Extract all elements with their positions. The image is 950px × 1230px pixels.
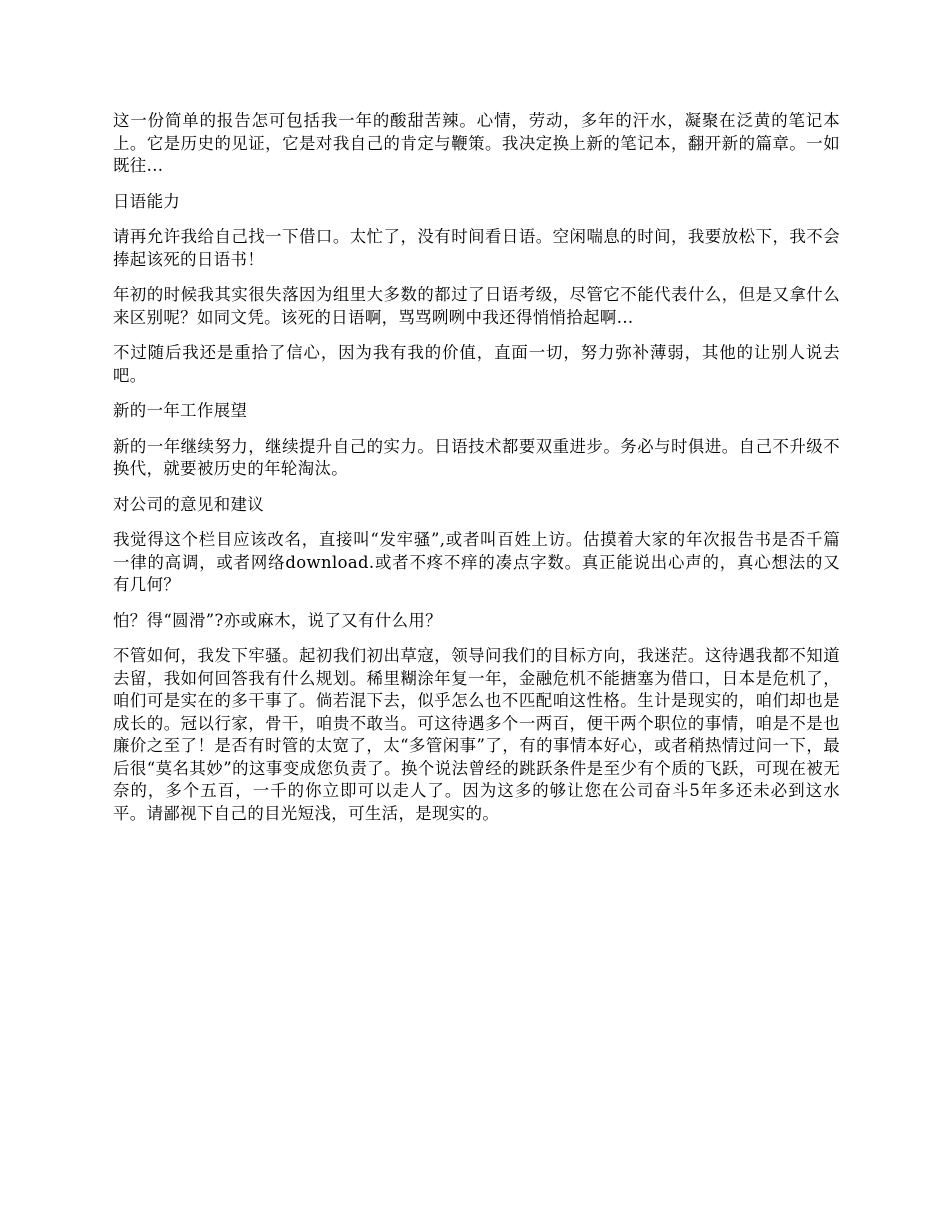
suggestions-paragraph-2: 怕？得“圆滑”?亦或麻木，说了又有什么用？ — [113, 610, 442, 630]
document-body — [113, 110, 840, 838]
section-heading-japanese-ability: 日语能力 — [113, 191, 181, 211]
japanese-paragraph-3: 不过随后我还是重拾了信心，因为我有我的价值，直面一切，努力弥补薄弱，其他的让别人说去吧。 — [113, 343, 840, 385]
suggestions-paragraph-1: 我觉得这个栏目应该改名，直接叫“发牢骚”,或者叫百姓上访。估摸着大家的年次报告书是否千篇一律的高调，或者网络download.或者不疼不痒的凑点字数。真正能说出心声的，真心想法的又有几何？ — [113, 530, 840, 594]
section-heading-work-outlook: 新的一年工作展望 — [113, 401, 248, 420]
section-heading-suggestions: 对公司的意见和建议 — [113, 494, 265, 514]
japanese-paragraph-2: 年初的时候我其实很失落因为组里大多数的都过了日语考级，尽管它不能代表什么，但是又拿什么来区别呢？如同文凭。该死的日语啊，骂骂咧咧中我还得悄悄拾起啊... — [113, 285, 840, 327]
japanese-paragraph-1: 请再允许我给自己找一下借口。太忙了，没有时间看日语。空闲喘息的时间，我要放松下，我不会捧起该死的日语书！ — [113, 227, 840, 269]
suggestions-paragraph-3: 不管如何，我发下牢骚。起初我们初出草寇，领导问我们的目标方向，我迷茫。这待遇我都不知道去留，我如何回答我有什么规划。稀里糊涂年复一年，金融危机不能搪塞为借口，日本是危机了，咱们可是实在的多干事了。倘若混下去，似乎怎么也不匹配咱这性格。生计是现实的，咱们却也是成长的。冠以行家，骨干，咱贵不敢当。可这待遇多个一两百，便干两个职位的事情，咱是不是也廉价之至了！是否有时管的太宽了，太“多管闲事”了，有的事情本好心，或者稍热情过问一下，最后很“莫名其妙”的这事变成您负责了。换个说法曾经的跳跃条件是至少有个质的飞跃，可现在被无奈的，多个五百，一千的你立即可以走人了。因为这多的够让您在公司奋斗5年多还未必到这水平。请鄙视下自己的目光短浅，可生活，是现实的。 — [113, 646, 840, 823]
intro-paragraph: 这一份简单的报告怎可包括我一年的酸甜苦辣。心情，劳动，多年的汗水，凝聚在泛黄的笔记本上。它是历史的见证，它是对我自己的肯定与鞭策。我决定换上新的笔记本，翻开新的篇章。一如既往... — [113, 111, 840, 175]
outlook-paragraph: 新的一年继续努力，继续提升自己的实力。日语技术都要双重进步。务必与时俱进。自己不升级不换代，就要被历史的年轮淘汰。 — [113, 436, 840, 478]
